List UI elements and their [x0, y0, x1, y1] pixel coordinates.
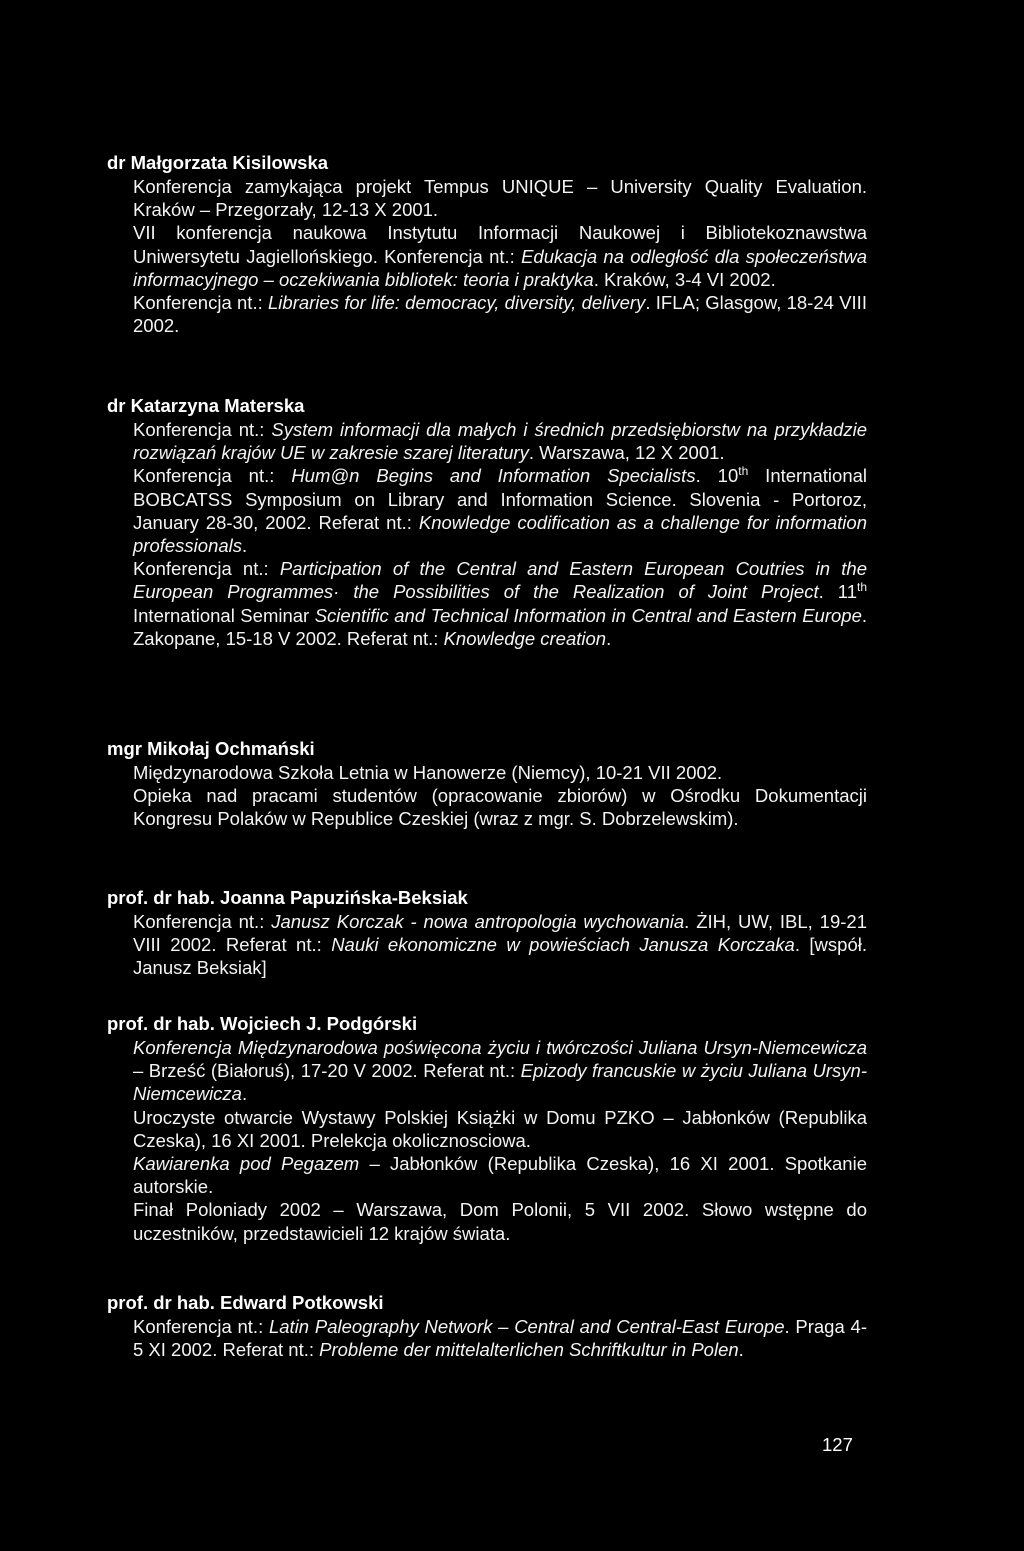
person-name: mgr Mikołaj Ochmański [107, 738, 315, 759]
italic-title-text: Epizody francuskie w życiu Juliana Ursyn-Niemcewicza [133, 1060, 867, 1105]
entry-text: Opieka nad pracami studentów (opracowanie zbiorów) w Ośrodku Dokumentacji Kongresu Polaków w Republice Czeskiej (wraz z mgr. S. Dobrzelewskim). [133, 785, 867, 830]
entry-text: . Praga 4-5 XI 2002. Referat nt.: [133, 1316, 867, 1361]
italic-title-text: Kawiarenka pod Pegazem [133, 1153, 360, 1175]
bibliography-entry [133, 1036, 867, 1106]
entry-text: Konferencja nt.: [133, 292, 268, 314]
italic-title-text: Janusz Korczak - nowa antropologia wychowania [271, 911, 685, 932]
italic-title-text: Hum@n Begins and Information Specialists [291, 465, 696, 487]
entry-text: International Seminar [133, 604, 315, 626]
bibliography-entry [133, 221, 867, 291]
person-section [107, 151, 867, 337]
bibliography-entry [133, 1152, 867, 1198]
entry-text: Konferencja nt.: [133, 419, 272, 440]
entry-text: . Zakopane, 15-18 V 2002. Referat nt.: [133, 604, 867, 649]
bibliography-entry [133, 557, 867, 650]
entry-text: Konferencja nt.: [133, 911, 272, 932]
person-name: dr Małgorzata Kisilowska [107, 152, 329, 173]
entry-text: . [738, 1339, 744, 1361]
entry-text: VII konferencja naukowa Instytutu Informacji Naukowej i Bibliotekoznawstwa Uniwersytetu Jagiellońskiego. Konferencja nt.: [133, 222, 867, 267]
entry-text: . 11 [818, 581, 857, 603]
entry-text: . Kraków, 3-4 VI 2002. [593, 268, 776, 290]
person-name: dr Katarzyna Materska [107, 395, 305, 416]
entry-text: Międzynarodowa Szkoła Letnia w Hanowerze (Niemcy), 10-21 VII 2002. [133, 762, 723, 783]
person-section [107, 1291, 867, 1361]
italic-title-text: Probleme der mittelalterlichen Schriftkultur in Polen [319, 1339, 739, 1361]
person-section [107, 737, 867, 831]
page-number: 127 [822, 1434, 853, 1455]
person-section [107, 886, 867, 980]
bibliography-entry [133, 1315, 867, 1361]
bibliography-entry [133, 291, 867, 337]
italic-title-text: Edukacja na odległość dla społeczeństwa informacyjnego – oczekiwania bibliotek: teoria i praktyka [133, 245, 867, 290]
bibliography-entry [133, 464, 867, 557]
entry-text: . [241, 1083, 248, 1105]
bibliography-entry [133, 910, 867, 980]
italic-title-text: System informacji dla małych i średnich przedsiębiorstw na przykładzie rozwiązań krajów UE w zakresie szarej literatury [133, 419, 867, 464]
italic-title-text: Knowledge codification as a challenge for information professionals [133, 511, 867, 557]
bibliography-entry [133, 418, 867, 464]
person-section [107, 1012, 867, 1245]
entry-text: Konferencja nt.: [133, 558, 280, 580]
bibliography-entry [133, 761, 867, 784]
entry-text: Uroczyste otwarcie Wystawy Polskiej Książki w Domu PZKO – Jabłonków (Republika Czeska), 16 XI 2001. Prelekcja okolicznosciowa. [133, 1106, 867, 1151]
italic-title-text: Knowledge creation [443, 627, 607, 649]
italic-title-text: Participation of the Central and Eastern European Coutries in the European Programmes· the Possibilities of the Realization of Joint Project [133, 558, 867, 603]
person-name: prof. dr hab. Edward Potkowski [107, 1292, 384, 1313]
entry-text: – Jabłonków (Republika Czeska), 16 XI 2001. Spotkanie autorskie. [133, 1153, 867, 1198]
person-section [107, 394, 867, 650]
entry-text: Konferencja nt.: [133, 465, 292, 487]
bibliography-entry [133, 1106, 867, 1152]
entry-text: . 10 [695, 465, 739, 487]
entry-text: . [606, 627, 612, 649]
entry-text: . ŻIH, UW, IBL, 19-21 VIII 2002. Referat nt.: [133, 911, 867, 956]
entry-text: . [242, 535, 248, 557]
entry-text: Konferencja zamykająca projekt Tempus UNIQUE – University Quality Evaluation. Kraków – Przegorzały, 12-13 X 2001. [133, 176, 867, 221]
bibliography-entry [133, 784, 867, 830]
bibliography-entry [133, 1198, 867, 1244]
entry-text: . IFLA; Glasgow, 18-24 VIII 2002. [133, 292, 867, 337]
person-name: prof. dr hab. Wojciech J. Podgórski [107, 1013, 418, 1034]
italic-title-text: Latin Paleography Network – Central and Central-East Europe [268, 1316, 785, 1337]
entry-text: International BOBCATSS Symposium on Library and Information Science. Slovenia - Portoroz, January 28-30, 2002. Referat nt.: [133, 465, 868, 533]
italic-title-text: Konferencja Międzynarodowa poświęcona życiu i twórczości Juliana Ursyn-Niemcewicza [133, 1037, 867, 1058]
italic-title-text: Nauki ekonomiczne w powieściach Janusza Korczaka [331, 934, 795, 956]
entry-text: . Warszawa, 12 X 2001. [528, 442, 725, 464]
entry-text: th [856, 580, 867, 595]
person-name: prof. dr hab. Joanna Papuzińska-Beksiak [107, 887, 468, 908]
italic-title-text: Scientific and Technical Information in Central and Eastern Europe [314, 604, 862, 626]
entry-text: . [współ. Janusz Beksiak] [133, 934, 867, 979]
bibliography-entry [133, 175, 867, 221]
italic-title-text: Libraries for life: democracy, diversity, delivery [268, 292, 646, 314]
entry-text: Konferencja nt.: [133, 1316, 269, 1337]
entry-text: – Brześć (Białoruś), 17-20 V 2002. Referat nt.: [133, 1060, 521, 1082]
entry-text: Finał Poloniady 2002 – Warszawa, Dom Polonii, 5 VII 2002. Słowo wstępne do uczestników, przedstawicieli 12 krajów świata. [133, 1199, 867, 1244]
entry-text: th [738, 464, 749, 479]
